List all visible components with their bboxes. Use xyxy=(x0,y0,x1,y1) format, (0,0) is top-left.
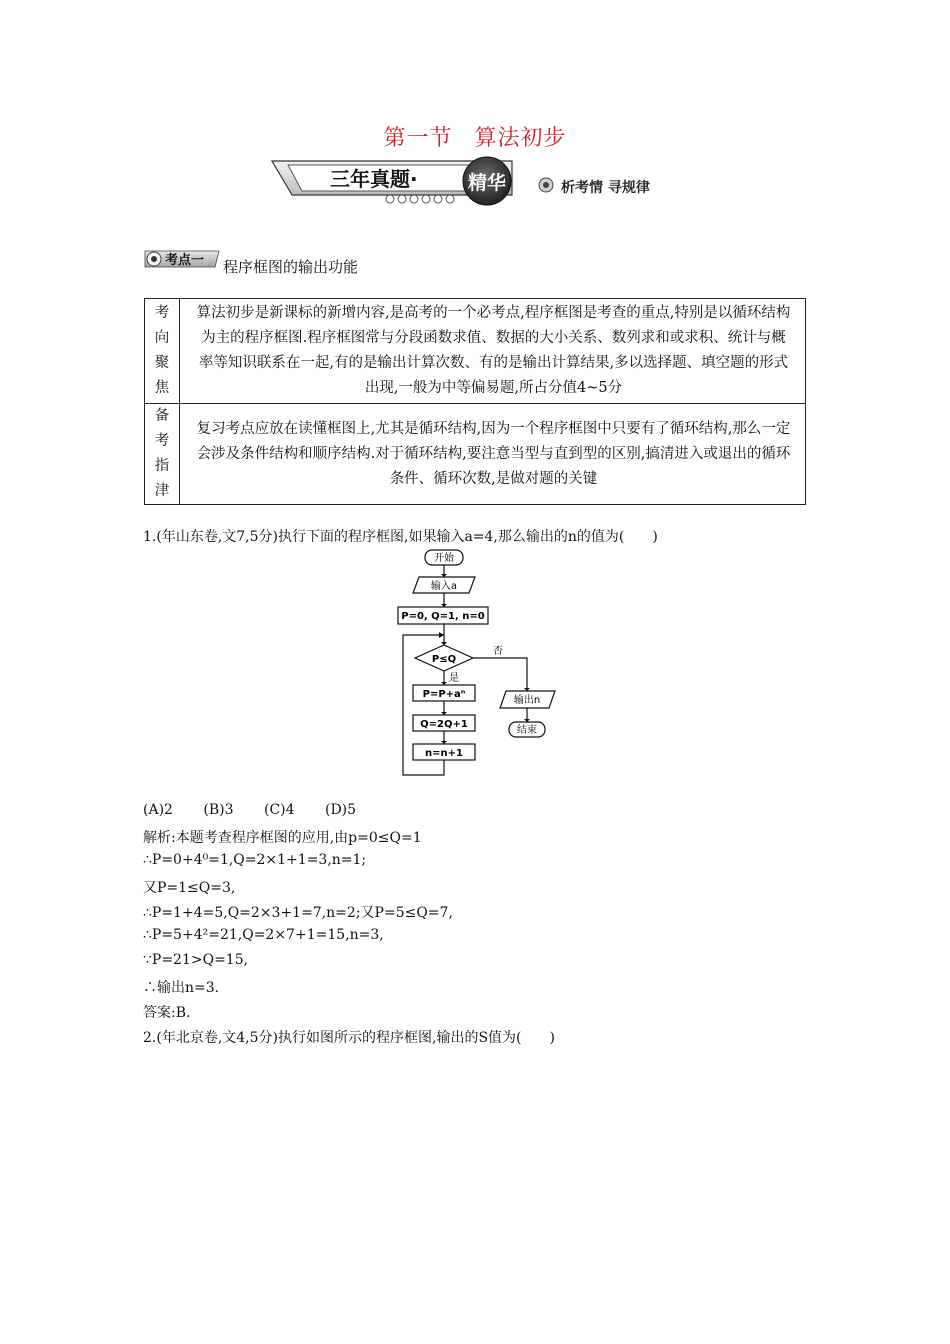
choice-c: (C)4 xyxy=(263,802,295,818)
page-title xyxy=(0,121,950,152)
flow-step-p: P=P+aⁿ xyxy=(422,689,466,700)
choice-d: (D)5 xyxy=(324,802,357,818)
exam-focus-table xyxy=(144,298,806,505)
table-row-focus xyxy=(145,299,806,404)
flowchart xyxy=(395,545,565,785)
flow-yes-label: 是 xyxy=(449,673,459,684)
question-2-stem: 2.(年北京卷,文4,5分)执行如图所示的程序框图,输出的S值为( ) xyxy=(143,1030,555,1046)
banner-seal-text: 精华 xyxy=(467,172,507,194)
question-1-choices xyxy=(143,802,382,818)
kaodian-badge xyxy=(143,248,223,270)
kaodian-title: 程序框图的输出功能 xyxy=(223,258,359,276)
choice-b: (B)3 xyxy=(203,802,234,818)
choice-a: (A)2 xyxy=(143,802,173,818)
section-banner xyxy=(268,155,688,207)
label-char: 考 xyxy=(154,305,170,321)
table-row-guide xyxy=(145,404,806,505)
row-label-focus xyxy=(145,299,180,404)
flow-step-n: n=n+1 xyxy=(425,748,463,759)
label-char: 考 xyxy=(154,433,170,449)
flow-condition: P≤Q xyxy=(431,654,457,665)
label-char: 聚 xyxy=(154,355,170,371)
kaodian-badge-label: 考点一 xyxy=(165,253,205,268)
solution-line: 解析:本题考查程序框图的应用,由p=0≤Q=1 xyxy=(143,830,422,846)
banner-subtitle: 析考情 寻规律 xyxy=(561,180,650,196)
label-char: 津 xyxy=(154,483,170,499)
flow-init: P=0, Q=1, n=0 xyxy=(401,611,485,622)
solution-line: ∴输出n=3. xyxy=(143,980,220,996)
flow-step-q: Q=2Q+1 xyxy=(420,719,468,730)
flow-start: 开始 xyxy=(434,553,454,564)
label-char: 焦 xyxy=(154,380,170,396)
solution-line: ∴P=0+4⁰=1,Q=2×1+1=3,n=1; xyxy=(143,852,367,868)
row-label-guide xyxy=(145,404,180,505)
solution-line: 又P=1≤Q=3, xyxy=(143,880,236,896)
flow-output: 输出n xyxy=(513,695,541,706)
flow-input: 输入a xyxy=(430,581,458,592)
answer-line: 答案:B. xyxy=(143,1005,191,1021)
banner-main-text: 三年真题· xyxy=(330,167,418,191)
solution-line: ∴P=5+4²=21,Q=2×7+1=15,n=3, xyxy=(143,927,384,943)
row-text-focus: 算法初步是新课标的新增内容,是高考的一个必考点,程序框图是考查的重点,特别是以循环结构为主的程序框图.程序框图常与分段函数求值、数据的大小关系、数列求和或求积、统计与概率等知识联系在一起,有的是输出计算次数、有的是输出计算结果,多以选择题、填空题的形式出现,一般为中等偏易题,所占分值4~5分 xyxy=(180,299,806,404)
label-char: 备 xyxy=(154,408,170,424)
flow-no-label: 否 xyxy=(493,646,503,657)
label-char: 指 xyxy=(154,458,170,474)
section-topic: 算法初步 xyxy=(474,126,567,151)
row-text-guide: 复习考点应放在读懂框图上,尤其是循环结构,因为一个程序框图中只要有了循环结构,那么一定会涉及条件结构和顺序结构.对于循环结构,要注意当型与直到型的区别,搞清进入或退出的循环条件、循环次数,是做对题的关键 xyxy=(180,404,806,505)
solution-line: ∵P=21>Q=15, xyxy=(143,952,249,968)
section-number: 第一节 xyxy=(383,126,453,151)
label-char: 向 xyxy=(154,330,170,346)
question-1-stem: 1.(年山东卷,文7,5分)执行下面的程序框图,如果输入a=4,那么输出的n的值为( ) xyxy=(143,529,658,545)
solution-line: ∴P=1+4=5,Q=2×3+1=7,n=2;又P=5≤Q=7, xyxy=(143,905,453,921)
flow-end: 结束 xyxy=(517,725,537,736)
